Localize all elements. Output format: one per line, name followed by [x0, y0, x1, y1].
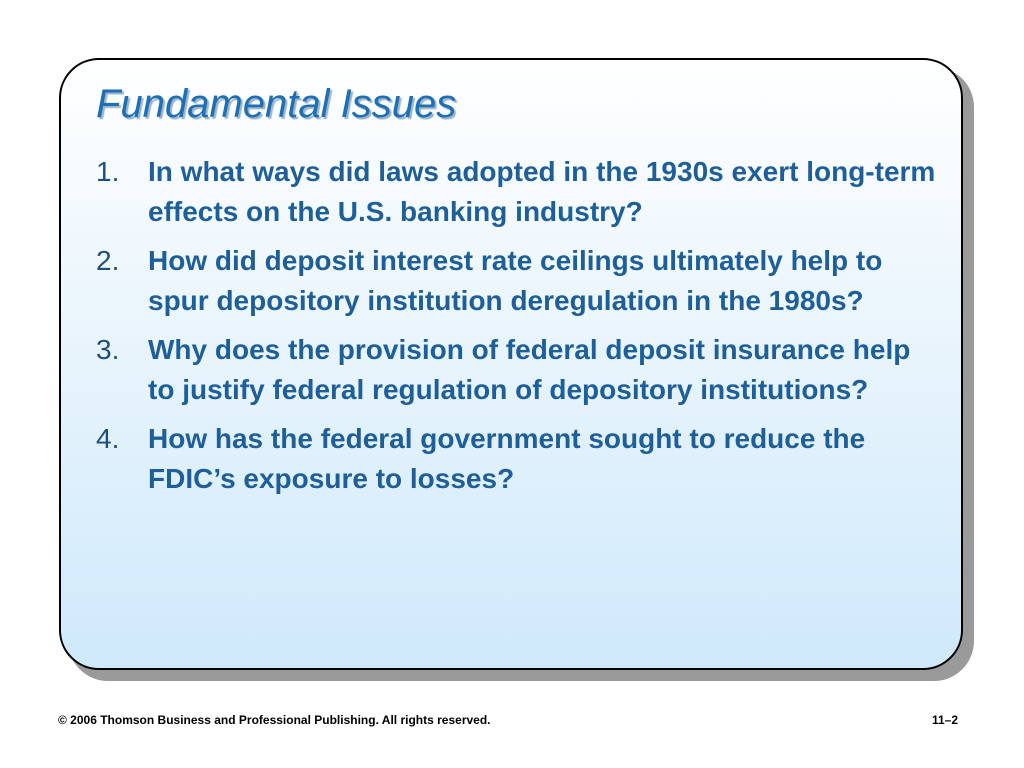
list-item: [96, 152, 936, 232]
list-item-number: 1.: [96, 156, 120, 187]
issues-list: [96, 152, 936, 508]
list-item-text: How has the federal government sought to reduce the FDIC’s exposure to losses?: [148, 423, 866, 494]
list-item-number: 2.: [96, 245, 120, 276]
list-item-number: 3.: [96, 334, 120, 365]
list-item-text: In what ways did laws adopted in the 1930s exert long-term effects on the U.S. banking industry?: [148, 156, 936, 227]
list-item: [96, 419, 936, 499]
list-item-number: 4.: [96, 423, 120, 454]
list-item: [96, 330, 936, 410]
list-item-text: How did deposit interest rate ceilings ultimately help to spur depository institution deregulation in the 1980s?: [148, 245, 883, 316]
page-number: 11–2: [931, 713, 958, 727]
list-item: [96, 241, 936, 321]
list-item-text: Why does the provision of federal deposit insurance help to justify federal regulation of depository institutions?: [148, 334, 911, 405]
slide-title: Fundamental Issues: [96, 82, 457, 126]
copyright-notice: © 2006 Thomson Business and Professional Publishing. All rights reserved.: [58, 713, 491, 727]
